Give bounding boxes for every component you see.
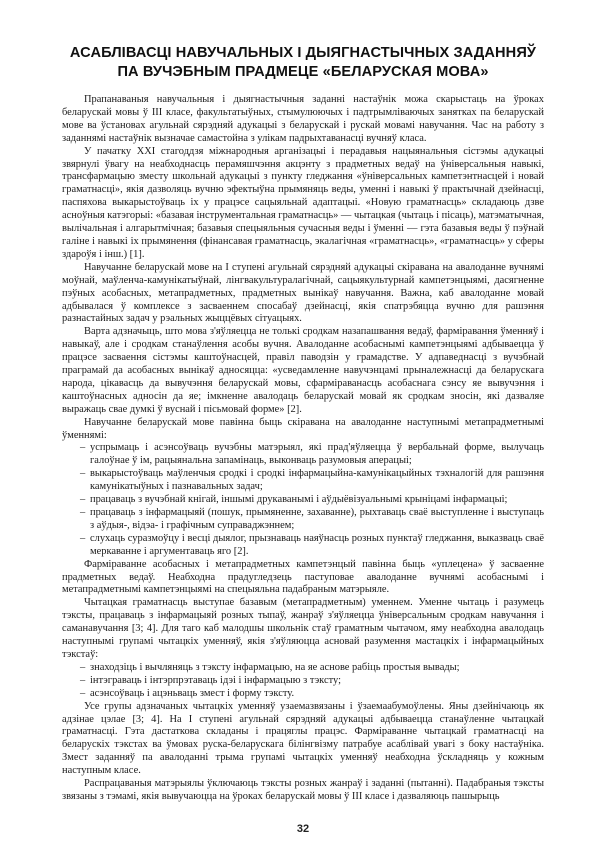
list-item: – выкарыстоўваць маўленчыя сродкі і сродкі інфармацыйна-камунікацыйных тэхналогій для рашэння камунікатыўных і пазнавальных задач; — [82, 468, 544, 494]
paragraph-first-stage: Навучанне беларускай мове на I ступені агульнай сярэдняй адукацыі скіравана на авалоданне вучнямі моўнай, маўленча-камунікатыўнай, лінгвакультуралагічнай, сацыякультурнай кампетэнцыямі, дасягненне пэўных асобасных, метапрадметных, прадметных вынікаў навучання. Важна, каб авалоданне мовай адбывалася ў комплексе з засваеннем спосабаў дзейнасці, якія спатрэбяцца вучню для рашэння разнастайных задач у рэальных жыццёвых сітуацыях. — [62, 261, 544, 325]
paragraph-materials: Распрацаваныя матэрыялы ўключаюць тэксты розных жанраў і заданні (пытанні). Падабраныя тэксты звязаны з тэмамі, якія вывучаюцца на ўроках беларускай мовы ў III класе і дазваляюць пашырыць — [62, 778, 544, 802]
paragraph-competence-formation: Фарміраванне асобасных і метапрадметных кампетэнцый павінна быць «уплецена» ў засваенне прадметных ведаў. Неабходна прадугледзець паступовае авалоданне вучнямі асобаснымі і метапрадметнымі кампетэнцыямі на спецыяльна падабраным матэрыяле. — [62, 558, 544, 596]
paragraph-skill-groups: Усе групы адзначаных чытацкіх уменняў узаемазвязаны і ўзаемаабумоўлены. Яны дзейнічаюць як адзінае цэлае [3; 4]. На I ступені агульнай сярэдняй адукацыі адбываецца станаўленне чытацкай граматнасці. Гэта дастаткова складаны і працяглы працэс. Фарміраванне чытацкай граматнасці на беларускіх тэкстах ва ўмовах руска-беларускага білінгвізму патрабуе асаблівай увагі з боку настаўніка. Змест заданняў па авалоданні трыма групамі чытацкіх уменняў неабходна ўскладняць у кожным наступным класе. — [62, 700, 544, 777]
title-line-1: АСАБЛІВАСЦІ НАВУЧАЛЬНЫХ І ДЫЯГНАСТЫЧНЫХ ЗАДАННЯЎ — [69, 45, 537, 61]
list-item: – слухаць суразмоўцу і весці дыялог, прызнаваць наяўнасць розных пунктаў гледжання, выказваць сваё меркаванне і аргументаваць яго [2]. — [82, 533, 544, 559]
page-number: 32 — [296, 822, 310, 835]
list-item: – знаходзіць і вычляняць з тэксту інфармацыю, на яе аснове рабіць простыя вывады; — [82, 662, 544, 675]
list-item: – інтэграваць і інтэрпрэтаваць ідэі і інфармацыю з тэксту; — [82, 675, 544, 688]
paragraph-intro: Прапанаваныя навучальныя і дыягнастычныя заданні настаўнік можа скарыстаць на ўроках беларускай мовы ў III класе, факультатыўных, стымулюючых і падтрымліваючых занятках па беларускай мове ва ўстановах агульнай сярэдняй адукацыі з беларускай і рускай мовамі навучання. Час на работу з заданнямі настаўнік вызначае самастойна з улікам падрыхтаванасці вучняў класа. — [62, 94, 544, 144]
reading-skills-list — [62, 662, 544, 701]
list-item: – асэнсоўваць і ацэньваць змест і форму тэксту. — [82, 688, 544, 701]
list-item: – успрымаць і асэнсоўваць вучэбны матэрыял, які прад'яўляецца ў вербальнай форме, вылучаць галоўнае ў ім, рацыянальна запамінаць, выконваць разумовыя аперацыі; — [82, 442, 544, 468]
page-title — [62, 44, 544, 82]
list-item: – працаваць з вучэбнай кнігай, іншымі друкаванымі і аўдыёвізуальнымі крыніцамі інфармацыі; — [82, 494, 544, 507]
document-body — [62, 94, 544, 804]
paragraph-metasubject-intro: Навучанне беларускай мове павінна быць скіравана на авалоданне наступнымі метапрадметнымі ўменнямі: — [62, 416, 544, 441]
paragraph-reading-literacy: Чытацкая граматнасць выступае базавым (метапрадметным) уменнем. Уменне чытаць і разумець тэксты, працаваць з інфармацыяй розных тыпаў, жанраў з'яўляецца ўніверсальным сродкам навучання і саманавучання [3; 4]. Для таго каб малодшы школьнік стаў граматным чытачом, яму неабходна авалодаць наступнымі групамі чытацкіх уменняў, якія з'яўляюцца асновай разумення мастацкіх і інфармацыйных тэкстаў: — [62, 597, 544, 660]
paragraph-language-role: Варта адзначыць, што мова з'яўляецца не толькі сродкам назапашвання ведаў, фарміравання ўменняў і навыкаў, але і сродкам станаўлення асобы вучня. Авалоданне асобаснымі кампетэнцыямі адбываецца ў працэсе засваення сістэмы каштоўнасцей, правіл паводзін у грамадстве. У адпаведнасці з вучэбнай праграмай да асобасных вынікаў адносяцца: «усведамленне навучэнцамі прыналежнасці да беларускага народа, цікавасць да вывучэння беларускай мовы, сфарміраванасць асобаснага сэнсу яе вывучэння і каштоўнасных адносін да яе; імкненне авалодаць беларускай мовай як сродкам зносін, які дазваляе выражаць свае думкі ў вуснай і пісьмовай форме» [2]. — [62, 326, 544, 415]
list-item: – працаваць з інфармацыяй (пошук, прымяненне, захаванне), рыхтаваць сваё выступленне і выступаць з аўдыя-, відэа- і графічным суправаджэннем; — [82, 507, 544, 533]
title-line-2: ПА ВУЧЭБНЫМ ПРАДМЕЦЕ «БЕЛАРУСКАЯ МОВА» — [117, 64, 489, 80]
metasubject-skills-list — [62, 442, 544, 558]
paragraph-xxi-century: У пачатку XXI стагоддзя міжнародныя арганізацыі і перадавыя нацыянальныя сістэмы адукацыі звярнулі ўвагу на неабходнасць перамяшчэння акцэнту з прадметных ведаў на ўніверсальныя навыкі, трансфармацыю зместу школьнай адукацыі з пункту гледжання «ўніверсальных кампетэнтнасцей і новай граматнасці», якія дазволяць вучню эфектыўна прымяняць веды, уменні і навыкі ў практычнай дзейнасці, паспяхова выкарыстоўваць іх у працэсе сацыяльнай адаптацыі. «Новую граматнасць» складаюць дзве асноўныя катэгорыі: «базавая інструментальная граматнасць» — чытацкая (чытаць і пісаць), матэматычная, вылічальная і алгарытмічная; базавыя спецыяльныя сучасныя веды і ўменні — гэта базавыя веды ў пэўнай галіне і навыкі іх прымянення (фінансавая граматнасць, экалагічная «граматнасць», «граматнасць» у сферы здароўя і інш.) [1]. — [62, 145, 544, 260]
